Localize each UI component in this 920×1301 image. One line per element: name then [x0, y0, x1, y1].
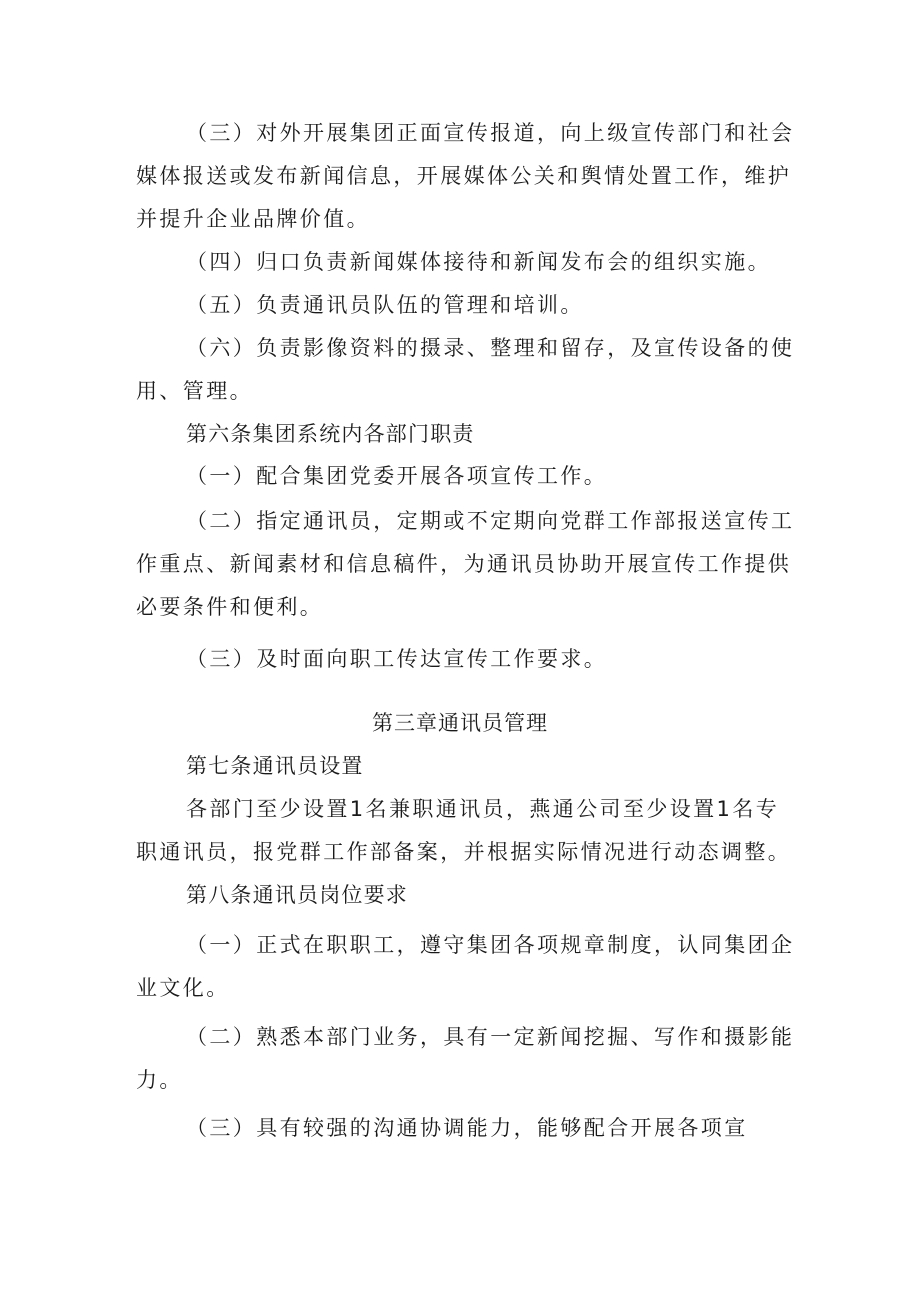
article-heading: 第八条通讯员岗位要求	[186, 883, 408, 907]
paragraph-line: （六）负责影像资料的摄录、整理和留存，及宣传设备的使	[186, 336, 795, 360]
paragraph-line: （一）正式在职职工，遵守集团各项规章制度，认同集团企	[186, 933, 795, 957]
paragraph-line: （三）对外开展集团正面宣传报道，向上级宣传部门和社会	[186, 121, 795, 145]
paragraph-line: （三）及时面向职工传达宣传工作要求。	[186, 647, 608, 671]
paragraph-line: （二）熟悉本部门业务，具有一定新闻挖掘、写作和摄影能	[186, 1025, 795, 1049]
paragraph-line: 职通讯员，报党群工作部备案，并根据实际情况进行动态调整。	[136, 840, 792, 864]
paragraph-line: 作重点、新闻素材和信息稿件，为通讯员协助开展宣传工作提供	[136, 552, 792, 576]
paragraph-line: 业文化。	[136, 976, 230, 1000]
paragraph-line: 并提升企业品牌价值。	[136, 207, 370, 231]
paragraph-line: 必要条件和便利。	[136, 595, 324, 619]
paragraph-line: （五）负责通讯员队伍的管理和培训。	[186, 293, 584, 317]
paragraph-line: （三）具有较强的沟通协调能力，能够配合开展各项宣	[186, 1116, 748, 1140]
paragraph-line: 媒体报送或发布新闻信息，开展媒体公关和舆情处置工作，维护	[136, 164, 792, 188]
paragraph-line: （一）配合集团党委开展各项宣传工作。	[186, 464, 608, 488]
paragraph-line: 力。	[136, 1068, 183, 1092]
article-heading: 第七条通讯员设置	[186, 754, 364, 778]
paragraph-line: 用、管理。	[136, 379, 253, 403]
chapter-title: 第三章通讯员管理	[372, 711, 548, 735]
paragraph-line: （四）归口负责新闻媒体接待和新闻发布会的组织实施。	[186, 250, 771, 274]
paragraph-line: （二）指定通讯员，定期或不定期向党群工作部报送宣传工	[186, 509, 795, 533]
article-heading: 第六条集团系统内各部门职责	[186, 422, 475, 446]
paragraph-line: 各部门至少设置1名兼职通讯员，燕通公司至少设置1名专	[186, 797, 780, 821]
